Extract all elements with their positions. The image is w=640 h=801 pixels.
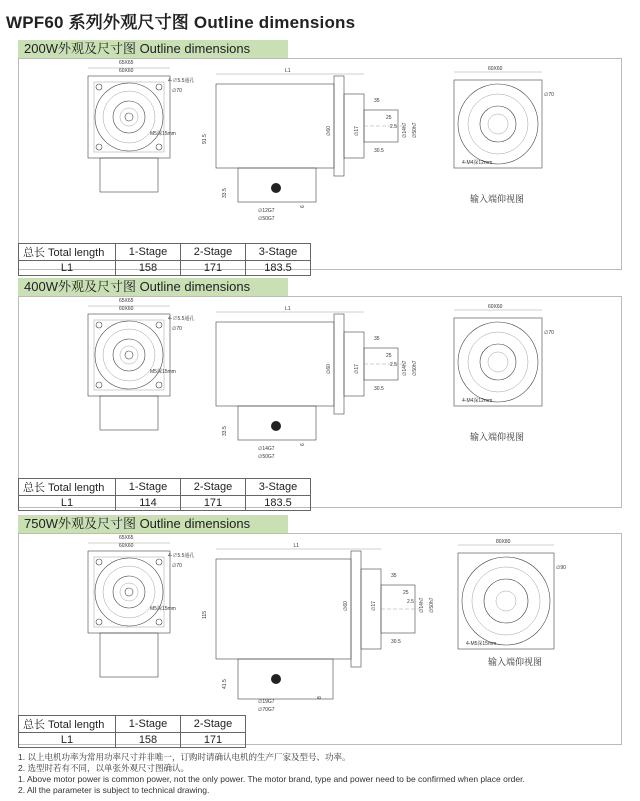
- end-circle: [488, 114, 508, 134]
- technical-drawing: [18, 298, 622, 498]
- mount-hole: [96, 619, 102, 625]
- section-heading: 750W外观及尺寸图 Outline dimensions: [18, 515, 288, 533]
- dimension-label: ∅50h7: [412, 122, 418, 138]
- dimension-label: ∅19G7: [258, 699, 275, 705]
- dimension-label: 41.5: [222, 679, 228, 689]
- note-line: 1. 以上电机功率为常用功率尺寸并非唯一，订购时请确认电机的生产厂家及型号、功率。: [18, 752, 351, 762]
- note-line: 2. 选型时若有不同，以单张外观尺寸图确认。: [18, 763, 189, 773]
- dimension-label: 60X60: [119, 306, 134, 312]
- dimension-label: 65X65: [119, 298, 134, 304]
- end-flange: [458, 553, 554, 649]
- dimension-label: ∅14h7: [419, 597, 425, 613]
- dimension-label: 4-∅5.5通孔: [168, 78, 195, 84]
- bolt-head: [271, 421, 281, 431]
- dimension-label: 35: [374, 98, 380, 104]
- motor-adapter: [216, 322, 334, 406]
- length-table: [18, 478, 311, 511]
- technical-drawing: [18, 60, 622, 260]
- front-base: [100, 158, 158, 192]
- section-heading: 400W外观及尺寸图 Outline dimensions: [18, 278, 288, 296]
- table-cell: L1: [19, 733, 116, 748]
- front-circle: [125, 113, 133, 121]
- dimension-label: ∅14G7: [258, 446, 275, 452]
- dimension-label: 4-M4深12mm: [462, 398, 493, 404]
- dimension-label: ∅50h7: [429, 597, 435, 613]
- dimension-label: ∅50G7: [258, 454, 275, 460]
- mount-hole: [156, 619, 162, 625]
- front-circle: [95, 321, 163, 389]
- motor-base: [238, 659, 333, 699]
- mount-hole: [156, 559, 162, 565]
- front-circle: [125, 351, 133, 359]
- dimension-label: 6: [300, 205, 306, 208]
- table-header: 总长 Total length: [19, 716, 116, 733]
- length-table: [18, 715, 246, 748]
- end-circle: [480, 344, 516, 380]
- mount-hole: [96, 84, 102, 90]
- dimension-label: ∅60: [326, 364, 332, 374]
- front-circle: [120, 108, 138, 126]
- bolt-head: [271, 674, 281, 684]
- end-circle: [480, 106, 516, 142]
- dimension-label: ∅60: [326, 126, 332, 136]
- table-cell: 114: [116, 496, 181, 511]
- dimension-label: 4-∅5.5通孔: [168, 316, 195, 322]
- end-circle: [488, 352, 508, 372]
- front-circle: [125, 588, 133, 596]
- mount-hole: [96, 144, 102, 150]
- front-circle: [113, 339, 145, 371]
- dimension-label: ∅17: [354, 126, 360, 136]
- front-pilot: [94, 320, 164, 390]
- dimension-label: 2.5: [390, 124, 397, 130]
- dimension-label: 35: [391, 573, 397, 579]
- end-flange: [454, 80, 542, 168]
- table-header: 2-Stage: [181, 244, 246, 261]
- dimension-label: 25: [386, 353, 392, 359]
- view-caption: 输入端仰视图: [470, 194, 525, 204]
- front-base: [100, 633, 158, 677]
- table-cell: 171: [181, 261, 246, 276]
- table-header: 总长 Total length: [19, 244, 116, 261]
- table-cell: 158: [116, 261, 181, 276]
- dimension-label: ∅12G7: [258, 208, 275, 214]
- output-shaft: [381, 585, 415, 633]
- end-circle: [458, 322, 538, 402]
- table-cell: L1: [19, 496, 116, 511]
- length-table: [18, 243, 311, 276]
- table-cell: 158: [116, 733, 181, 748]
- page-title: WPF60 系列外观尺寸图 Outline dimensions: [6, 13, 356, 32]
- end-circle: [496, 591, 516, 611]
- dimension-label: 6: [300, 443, 306, 446]
- motor-adapter: [216, 559, 351, 659]
- table-cell: 171: [181, 496, 246, 511]
- dimension-label: ∅17: [371, 601, 377, 611]
- dimension-label: 4-M5深15mm: [466, 641, 497, 647]
- front-pilot: [94, 557, 164, 627]
- view-caption: 输入端仰视图: [470, 432, 525, 442]
- table-header: 1-Stage: [116, 479, 181, 496]
- dimension-label: 60X60: [119, 543, 134, 549]
- gear-housing: [351, 551, 361, 667]
- front-circle: [103, 329, 155, 381]
- table-header: 总长 Total length: [19, 479, 116, 496]
- technical-drawing: [18, 535, 622, 735]
- front-circle: [120, 346, 138, 364]
- dimension-label: 25: [386, 115, 392, 121]
- dimension-label: ∅14h7: [402, 122, 408, 138]
- dimension-label: 80X80: [496, 539, 511, 545]
- end-flange: [454, 318, 542, 406]
- dimension-label: ∅17: [354, 364, 360, 374]
- dimension-label: ∅70: [172, 326, 182, 332]
- front-circle: [120, 583, 138, 601]
- mount-hole: [156, 84, 162, 90]
- note-line: 2. All the parameter is subject to technical drawing.: [18, 785, 210, 795]
- mount-hole: [156, 322, 162, 328]
- table-header: 3-Stage: [246, 479, 311, 496]
- dimension-label: 35: [374, 336, 380, 342]
- end-circle: [484, 579, 528, 623]
- table-cell: 183.5: [246, 496, 311, 511]
- dimension-label: 25: [403, 590, 409, 596]
- motor-adapter: [216, 84, 334, 168]
- dimension-label: L1: [285, 68, 291, 74]
- dimension-label: 65X65: [119, 60, 134, 66]
- dimension-label: L1: [285, 306, 291, 312]
- gear-housing: [334, 314, 344, 414]
- notes: [18, 752, 525, 796]
- front-flange: [88, 76, 170, 158]
- dimension-label: ∅70: [172, 563, 182, 569]
- table-header: 1-Stage: [116, 244, 181, 261]
- dimension-label: ∅14h7: [402, 360, 408, 376]
- front-flange: [88, 551, 170, 633]
- view-caption: 输入端仰视图: [488, 657, 543, 667]
- dimension-label: ∅70: [544, 330, 554, 336]
- dimension-label: 4-M4深12mm: [462, 160, 493, 166]
- dimension-label: 2.5: [390, 362, 397, 368]
- dimension-label: 8: [317, 696, 323, 699]
- section-heading: 200W外观及尺寸图 Outline dimensions: [18, 40, 288, 58]
- dimension-label: ∅50G7: [258, 216, 275, 222]
- table-cell: L1: [19, 261, 116, 276]
- dimension-label: L1: [293, 543, 300, 549]
- dimension-label: 60X60: [119, 68, 134, 74]
- dimension-label: ∅90: [556, 565, 566, 571]
- end-circle: [472, 567, 540, 635]
- end-circle: [468, 332, 528, 392]
- end-circle: [468, 94, 528, 154]
- front-pilot: [94, 82, 164, 152]
- front-circle: [113, 101, 145, 133]
- gear-housing: [334, 76, 344, 176]
- front-circle: [95, 558, 163, 626]
- dimension-label: 2.5: [407, 599, 414, 605]
- dimension-label: 33.5: [222, 426, 228, 436]
- dimension-label: M5深15mm: [150, 369, 176, 375]
- dimension-label: 115: [202, 611, 208, 619]
- dimension-label: 65X65: [119, 535, 134, 541]
- mount-hole: [156, 382, 162, 388]
- table-cell: 183.5: [246, 261, 311, 276]
- output-flange: [344, 94, 364, 158]
- mount-hole: [156, 144, 162, 150]
- front-circle: [113, 576, 145, 608]
- dimension-label: ∅70G7: [258, 707, 275, 713]
- front-circle: [95, 83, 163, 151]
- end-circle: [458, 84, 538, 164]
- dimension-label: M5深15mm: [150, 131, 176, 137]
- front-circle: [103, 91, 155, 143]
- mount-hole: [96, 382, 102, 388]
- table-header: 1-Stage: [116, 716, 181, 733]
- dimension-label: ∅70: [172, 88, 182, 94]
- dimension-label: 91.5: [202, 134, 208, 144]
- mount-hole: [96, 559, 102, 565]
- bolt-head: [271, 183, 281, 193]
- front-circle: [103, 566, 155, 618]
- dimension-label: 4-∅5.5通孔: [168, 553, 195, 559]
- dimension-label: 30.5: [374, 148, 384, 154]
- table-header: 2-Stage: [181, 479, 246, 496]
- dimension-label: 33.5: [222, 188, 228, 198]
- dimension-label: ∅60: [343, 601, 349, 611]
- note-line: 1. Above motor power is common power, not the only power. The motor brand, type and power need to be confirmed when place order.: [18, 774, 525, 784]
- front-base: [100, 396, 158, 430]
- dimension-label: ∅50h7: [412, 360, 418, 376]
- dimension-label: 30.5: [374, 386, 384, 392]
- table-cell: 171: [181, 733, 246, 748]
- dimension-label: 60X60: [488, 304, 503, 310]
- front-flange: [88, 314, 170, 396]
- dimension-label: M5深15mm: [150, 606, 176, 612]
- table-header: 2-Stage: [181, 716, 246, 733]
- output-flange: [344, 332, 364, 396]
- dimension-label: 30.5: [391, 639, 401, 645]
- dimension-label: 60X60: [488, 66, 503, 72]
- end-circle: [462, 557, 550, 645]
- table-header: 3-Stage: [246, 244, 311, 261]
- mount-hole: [96, 322, 102, 328]
- dimension-label: ∅70: [544, 92, 554, 98]
